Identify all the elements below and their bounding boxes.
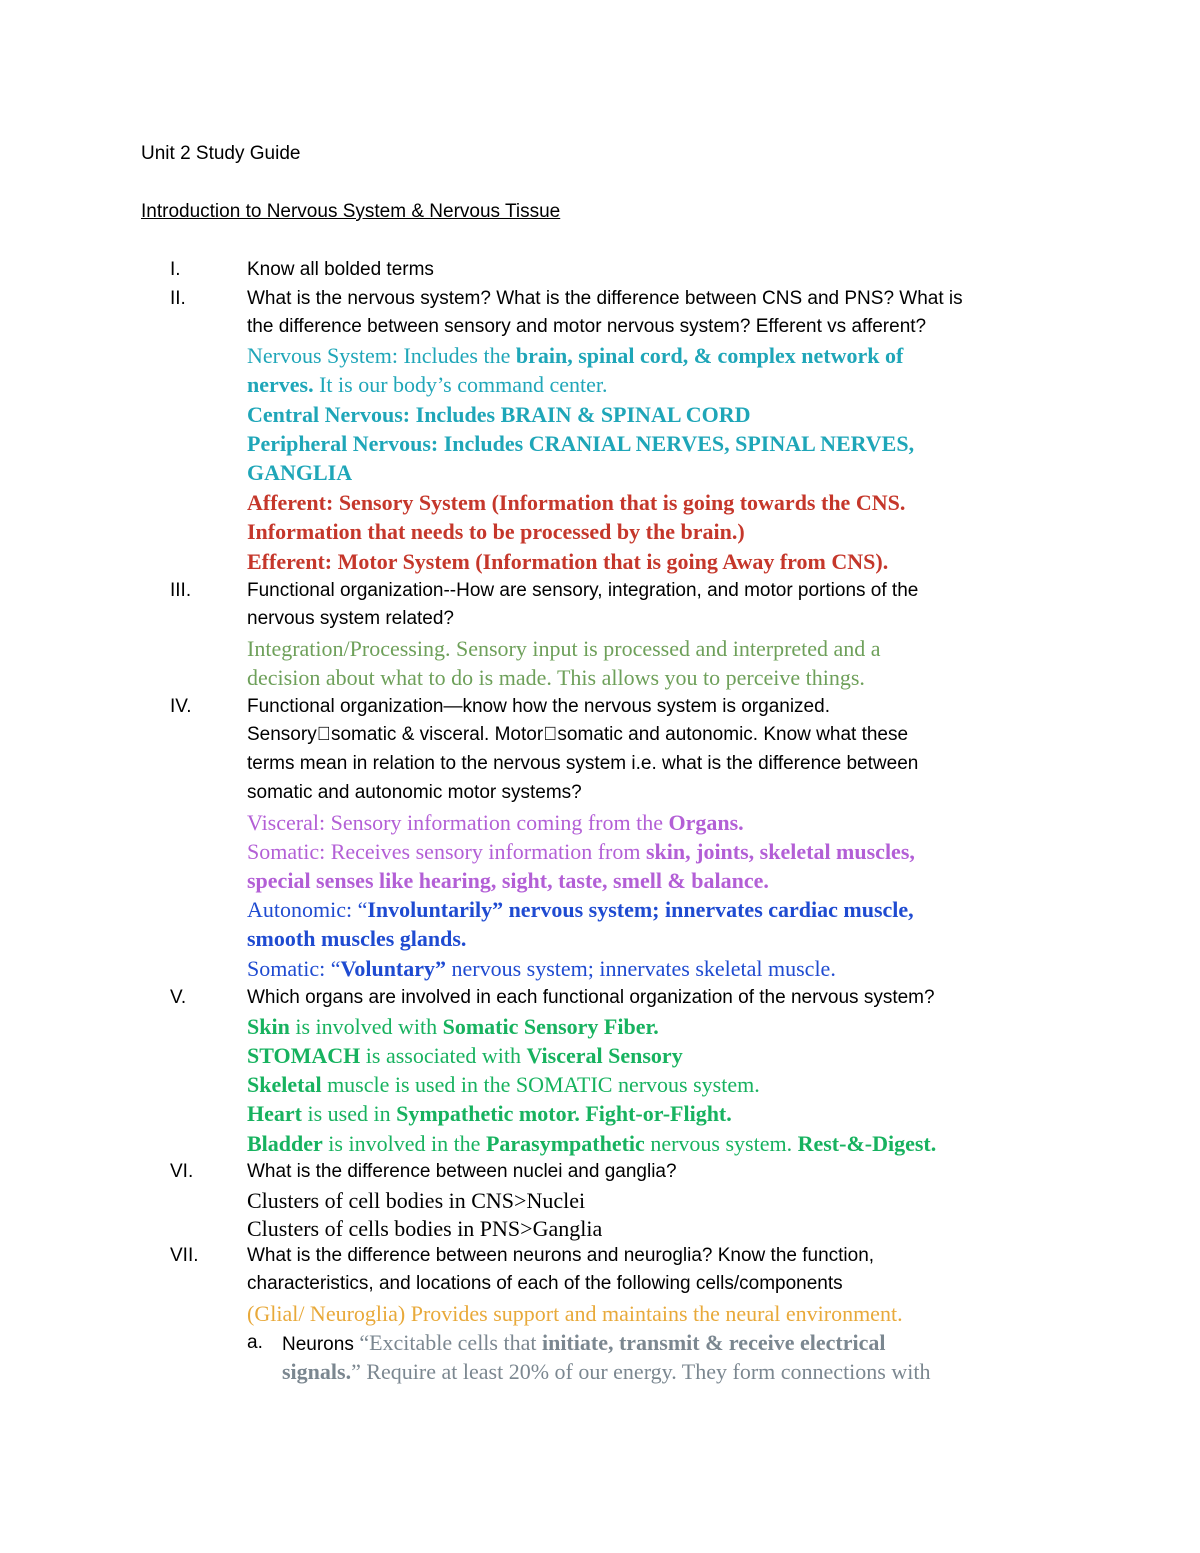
skeletal-answer	[247, 1072, 760, 1098]
answer-text: Autonomic: “	[247, 897, 368, 922]
item-4-question-line-1: Functional organization—know how the nervous system is organized.	[247, 696, 830, 717]
heart-answer	[247, 1101, 732, 1127]
neuroglia-answer: (Glial/ Neuroglia) Provides support and maintains the neural environment.	[247, 1301, 903, 1326]
answer-text: nervous system; innervates skeletal muscle.	[446, 956, 836, 981]
answer-bold: nerves.	[247, 372, 314, 397]
item-3-question-line-1: Functional organization--How are sensory, integration, and motor portions of the	[247, 580, 919, 601]
nervous-system-answer-line-2	[247, 372, 607, 398]
integration-answer-line-2: decision about what to do is made. This allows you to perceive things.	[247, 665, 865, 690]
answer-bold: Heart	[247, 1101, 302, 1126]
central-nervous-answer	[247, 402, 751, 428]
answer-bold: signals.	[282, 1359, 352, 1384]
item-6-question: What is the difference between nuclei and ganglia?	[247, 1161, 677, 1182]
answer-bold: GANGLIA	[247, 460, 353, 485]
peripheral-nervous-answer-line-2	[247, 460, 352, 486]
autonomic-answer-line-2	[247, 926, 466, 952]
integration-answer-line-1: Integration/Processing. Sensory input is processed and interpreted and a	[247, 636, 881, 661]
answer-text: is involved with	[289, 1014, 443, 1039]
answer-bold: Afferent: Sensory System (Information that is going towards the CNS.	[247, 490, 906, 515]
autonomic-answer-line-1	[247, 897, 914, 923]
answer-bold: Information that needs to be processed by the brain.)	[247, 519, 745, 544]
answer-text: is used in	[301, 1101, 397, 1126]
numeral-7: VII.	[170, 1245, 199, 1266]
somatic-sensory-answer-line-2	[247, 868, 769, 894]
answer-bold: Bladder	[247, 1131, 323, 1156]
item-1-question: Know all bolded terms	[247, 259, 434, 280]
answer-bold: Visceral Sensory	[526, 1043, 683, 1068]
item-4-question-line-3: terms mean in relation to the nervous system i.e. what is the difference between	[247, 753, 919, 774]
document-title: Unit 2 Study Guide	[141, 143, 301, 164]
answer-bold: Involuntarily” nervous system; innervates cardiac muscle,	[367, 897, 914, 922]
answer-bold: Central Nervous: Includes BRAIN & SPINAL CORD	[247, 402, 751, 427]
answer-bold: Organs.	[668, 810, 744, 835]
efferent-answer	[247, 549, 888, 575]
item-4-question-line-4: somatic and autonomic motor systems?	[247, 782, 582, 803]
skin-answer	[247, 1014, 659, 1040]
numeral-5: V.	[170, 987, 187, 1008]
afferent-answer-line-2	[247, 519, 745, 545]
item-5-question: Which organs are involved in each functional organization of the nervous system?	[247, 987, 935, 1008]
answer-bold: Parasympathetic	[485, 1131, 645, 1156]
sub-item-label-a: a.	[247, 1332, 263, 1353]
neurons-answer-line-1	[282, 1330, 885, 1356]
visceral-answer	[247, 810, 744, 836]
stomach-answer	[247, 1043, 683, 1069]
answer-bold: Voluntary”	[340, 956, 447, 981]
item-7-question-line-2: characteristics, and locations of each of the following cells/components	[247, 1273, 843, 1294]
item-7-question-line-1: What is the difference between neurons and neuroglia? Know the function,	[247, 1245, 875, 1266]
section-heading: Introduction to Nervous System & Nervous Tissue	[141, 201, 561, 222]
answer-bold: brain, spinal cord, & complex network of	[515, 343, 904, 368]
afferent-answer-line-1	[247, 490, 905, 516]
answer-bold: Skin	[247, 1014, 290, 1039]
answer-text: Somatic: Receives sensory information from	[247, 839, 646, 864]
nuclei-answer: Clusters of cell bodies in CNS>Nuclei	[247, 1188, 586, 1213]
neurons-answer-line-2	[282, 1359, 930, 1385]
item-3-question-line-2: nervous system related?	[247, 608, 454, 629]
answer-bold: Somatic Sensory Fiber.	[442, 1014, 659, 1039]
numeral-2: II.	[170, 288, 186, 309]
answer-bold: skin, joints, skeletal muscles,	[645, 839, 915, 864]
neurons-label: Neurons	[282, 1334, 354, 1355]
answer-text: Somatic: “	[247, 956, 341, 981]
answer-bold: Peripheral Nervous: Includes CRANIAL NERVES, SPINAL NERVES,	[247, 431, 915, 456]
answer-bold: special senses like hearing, sight, taste, smell & balance.	[247, 868, 769, 893]
item-4-question-line-2: Sensory somatic & visceral. Motor somatic and autonomic. Know what these	[247, 724, 891, 745]
answer-text: nervous system.	[644, 1131, 798, 1156]
numeral-6: VI.	[170, 1161, 194, 1182]
answer-text: is associated with	[360, 1043, 527, 1068]
answer-bold: Sympathetic motor. Fight-or-Flight.	[396, 1101, 732, 1126]
answer-text: is involved in the	[322, 1131, 486, 1156]
bladder-answer	[247, 1131, 936, 1157]
peripheral-nervous-answer-line-1	[247, 431, 914, 457]
answer-text: “Excitable cells that	[353, 1330, 542, 1355]
answer-bold: Efferent: Motor System (Information that is going Away from CNS).	[247, 549, 889, 574]
nervous-system-answer-line-1	[247, 343, 903, 369]
answer-text: muscle is used in the SOMATIC nervous system.	[321, 1072, 760, 1097]
answer-text: ” Require at least 20% of our energy. They form connections with	[351, 1359, 931, 1384]
answer-bold: smooth muscles glands.	[247, 926, 467, 951]
answer-bold: STOMACH	[247, 1043, 361, 1068]
answer-bold: initiate, transmit & receive electrical	[541, 1330, 886, 1355]
item-2-question-line-2: the difference between sensory and motor nervous system? Efferent vs afferent?	[247, 316, 927, 337]
somatic-voluntary-answer	[247, 956, 836, 982]
numeral-3: III.	[170, 580, 192, 601]
somatic-sensory-answer-line-1	[247, 839, 915, 865]
answer-text: Nervous System: Includes the	[247, 343, 516, 368]
answer-text: It is our body’s command center.	[313, 372, 608, 397]
numeral-1: I.	[170, 259, 181, 280]
item-2-question-line-1: What is the nervous system? What is the difference between CNS and PNS? What is	[247, 288, 963, 309]
answer-bold: Skeletal	[247, 1072, 322, 1097]
answer-text: Visceral: Sensory information coming from the	[247, 810, 669, 835]
ganglia-answer: Clusters of cells bodies in PNS>Ganglia	[247, 1216, 603, 1241]
answer-bold: Rest-&-Digest.	[797, 1131, 937, 1156]
numeral-4: IV.	[170, 696, 192, 717]
